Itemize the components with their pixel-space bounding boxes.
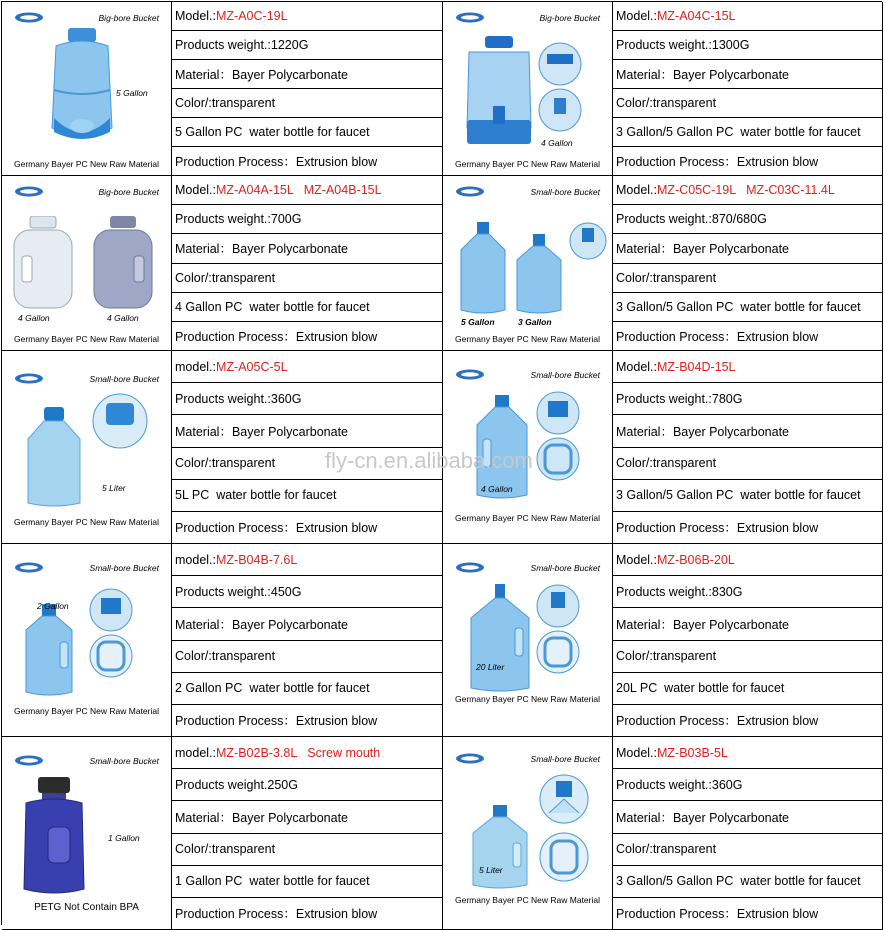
process-row: Production Process：Extrusion blow [175, 714, 378, 729]
brand-logo-icon [14, 755, 44, 766]
color-row: Color/:transparent [172, 834, 442, 866]
detail-image [92, 393, 148, 449]
model-codes: MZ-B03B-5L [657, 745, 728, 760]
bottle-image [457, 222, 509, 314]
material-row: Material：Bayer Polycarbonate [172, 415, 442, 447]
brand-logo-icon [455, 369, 485, 380]
spec-list [613, 544, 883, 737]
model-codes: MZ-B04B-7.6L [216, 552, 298, 567]
description-row: 5 Gallon PC water bottle for faucet [172, 118, 442, 147]
detail-image [537, 42, 583, 134]
weight-row: Products weight.:450G [172, 576, 442, 608]
bottle-image [18, 777, 90, 897]
process-row: Production Process：Extrusion blow [616, 714, 819, 729]
material-row: Material：Bayer Polycarbonate [613, 608, 882, 640]
process-row: Production Process：Extrusion blow [616, 155, 819, 169]
material-row: Material：Bayer Polycarbonate [172, 608, 442, 640]
weight-row: Products weight.:780G [613, 383, 882, 415]
description-row: 3 Gallon/5 Gallon PC water bottle for faucet [613, 866, 882, 898]
color-row: Color/:transparent [172, 264, 442, 293]
model-codes: MZ-C05C-19L MZ-C03C-11.4L [657, 183, 835, 198]
detail-image [88, 588, 134, 680]
capacity-label: 2 Gallon [37, 601, 69, 611]
model-row [172, 544, 442, 576]
spec-list [172, 544, 443, 737]
brand-logo-icon [14, 12, 44, 23]
image-caption: Germany Bayer PC New Raw Material [454, 694, 600, 704]
spec-list [172, 176, 443, 351]
bottle-image [465, 584, 535, 694]
brand-logo-icon [455, 186, 485, 197]
material-row: Material：Bayer Polycarbonate [172, 234, 442, 263]
color-row: Color/:transparent [613, 641, 882, 673]
product-image-cell [443, 544, 613, 737]
color-row: Color/:transparent [613, 834, 882, 866]
detail-image [535, 584, 581, 676]
spec-list [172, 2, 443, 176]
weight-row: Products weight.:700G [172, 205, 442, 234]
bucket-type-label: Small-bore Bucket [89, 563, 159, 573]
brand-logo-icon [14, 562, 44, 573]
model-prefix: Model.: [616, 183, 657, 198]
capacity-label: 5 Gallon [461, 317, 495, 327]
model-prefix: Model.: [616, 745, 657, 760]
model-codes: MZ-B04D-15L [657, 359, 736, 374]
bucket-type-label: Small-bore Bucket [89, 374, 159, 384]
weight-row: Products weight.250G [172, 769, 442, 801]
model-codes: MZ-A04C-15L [657, 9, 736, 23]
process-row: Production Process：Extrusion blow [175, 907, 378, 922]
bottle-image [467, 805, 533, 889]
model-row [613, 544, 882, 576]
model-prefix: model.: [175, 552, 216, 567]
image-caption: Germany Bayer PC New Raw Material [13, 706, 159, 716]
capacity-label: 20 Liter [476, 662, 505, 672]
product-image-cell [2, 351, 172, 544]
model-row [613, 737, 882, 769]
bottle-image [461, 36, 537, 148]
weight-row: Products weight.:360G [613, 769, 882, 801]
brand-logo-icon [14, 186, 44, 197]
model-prefix: Model.: [616, 359, 657, 374]
model-prefix: Model.: [175, 9, 216, 23]
capacity-label: 5 Liter [479, 865, 503, 875]
bucket-type-label: Small-bore Bucket [530, 754, 600, 764]
weight-row: Products weight.:830G [613, 576, 882, 608]
model-row [613, 2, 882, 31]
model-row [172, 737, 442, 769]
image-caption: Germany Bayer PC New Raw Material [13, 159, 159, 169]
description-row: 5L PC water bottle for faucet [172, 480, 442, 512]
description-row: 3 Gallon/5 Gallon PC water bottle for faucet [613, 480, 882, 512]
bucket-type-label: Small-bore Bucket [530, 187, 600, 197]
color-row: Color/:transparent [613, 264, 882, 293]
product-image-cell [2, 544, 172, 737]
material-row: Material：Bayer Polycarbonate [613, 60, 882, 89]
bottle-image [20, 604, 78, 696]
model-row [172, 351, 442, 383]
product-image-cell [2, 176, 172, 351]
weight-row: Products weight.:1220G [172, 31, 442, 60]
model-codes: MZ-A05C-5L [216, 359, 288, 374]
description-row: 3 Gallon/5 Gallon PC water bottle for faucet [613, 118, 882, 147]
model-codes: MZ-A0C-19L [216, 9, 288, 23]
model-row [172, 2, 442, 31]
material-row: Material：Bayer Polycarbonate [613, 415, 882, 447]
color-row: Color/:transparent [613, 89, 882, 118]
color-row: Color/:transparent [172, 448, 442, 480]
description-row: 3 Gallon/5 Gallon PC water bottle for faucet [613, 293, 882, 322]
model-row [172, 176, 442, 205]
model-prefix: model.: [175, 745, 216, 760]
bucket-type-label: Big-bore Bucket [98, 187, 159, 197]
bottle-image [513, 234, 565, 314]
bucket-type-label: Big-bore Bucket [539, 13, 600, 23]
detail-image [569, 222, 607, 260]
description-row: 2 Gallon PC water bottle for faucet [172, 673, 442, 705]
image-caption: Germany Bayer PC New Raw Material [454, 334, 600, 344]
spec-list [613, 737, 883, 930]
model-codes: MZ-A04A-15L MZ-A04B-15L [216, 183, 382, 198]
brand-logo-icon [14, 373, 44, 384]
color-row: Color/:transparent [172, 641, 442, 673]
detail-image [535, 391, 581, 483]
process-row: Production Process：Extrusion blow [616, 329, 819, 344]
model-prefix: Model.: [175, 183, 216, 198]
image-caption: Germany Bayer PC New Raw Material [454, 159, 600, 169]
model-extra: Screw mouth [307, 745, 381, 760]
model-codes: MZ-B02B-3.8L [216, 745, 298, 760]
model-codes: MZ-B06B-20L [657, 552, 735, 567]
capacity-label: 4 Gallon [481, 484, 513, 494]
description-row: 4 Gallon PC water bottle for faucet [172, 293, 442, 322]
process-row: Production Process：Extrusion blow [616, 521, 819, 536]
brand-logo-icon [455, 12, 485, 23]
color-row: Color/:transparent [172, 89, 442, 118]
capacity-label: 4 Gallon [541, 138, 573, 148]
image-caption: Germany Bayer PC New Raw Material [13, 517, 159, 527]
weight-row: Products weight.:360G [172, 383, 442, 415]
product-image-cell [443, 176, 613, 351]
weight-row: Products weight.:870/680G [613, 205, 882, 234]
bucket-type-label: Big-bore Bucket [98, 13, 159, 23]
product-image-cell [443, 2, 613, 176]
capacity-label: 1 Gallon [108, 833, 140, 843]
color-row: Color/:transparent [613, 448, 882, 480]
bottle-image [10, 216, 76, 310]
product-image-cell [2, 737, 172, 930]
process-row: Production Process：Extrusion blow [175, 155, 378, 169]
bucket-type-label: Small-bore Bucket [530, 370, 600, 380]
material-row: Material：Bayer Polycarbonate [613, 234, 882, 263]
detail-image [539, 773, 589, 885]
model-row [613, 351, 882, 383]
brand-logo-icon [455, 562, 485, 573]
model-prefix: model.: [175, 359, 216, 374]
description-row: 1 Gallon PC water bottle for faucet [172, 866, 442, 898]
model-row [613, 176, 882, 205]
product-spec-table [1, 1, 882, 925]
weight-row: Products weight.:1300G [613, 31, 882, 60]
bottle-image [42, 28, 122, 148]
spec-list [172, 351, 443, 544]
image-caption: Germany Bayer PC New Raw Material [454, 895, 600, 905]
capacity-label: 3 Gallon [518, 317, 552, 327]
image-caption: Germany Bayer PC New Raw Material [13, 334, 159, 344]
image-caption: Germany Bayer PC New Raw Material [454, 513, 600, 523]
model-prefix: Model.: [616, 552, 657, 567]
process-row: Production Process：Extrusion blow [616, 907, 819, 922]
description-row: 20L PC water bottle for faucet [613, 673, 882, 705]
watermark: fly-cn.en.alibaba.com [325, 448, 533, 473]
bucket-type-label: Small-bore Bucket [530, 563, 600, 573]
process-row: Production Process：Extrusion blow [175, 329, 378, 344]
bucket-type-label: Small-bore Bucket [89, 756, 159, 766]
spec-list [613, 351, 883, 544]
product-image-cell [2, 2, 172, 176]
bottle-image [24, 407, 84, 507]
image-caption: PETG Not Contain BPA [34, 902, 139, 913]
spec-list [172, 737, 443, 930]
spec-list [613, 176, 883, 351]
process-row: Production Process：Extrusion blow [175, 521, 378, 536]
material-row: Material：Bayer Polycarbonate [613, 801, 882, 833]
product-image-cell [443, 351, 613, 544]
bottle-image [90, 216, 156, 310]
spec-list [613, 2, 883, 176]
brand-logo-icon [455, 753, 485, 764]
product-image-cell [443, 737, 613, 930]
model-prefix: Model.: [616, 9, 657, 23]
material-row: Material：Bayer Polycarbonate [172, 60, 442, 89]
capacity-label: 4 Gallon [107, 313, 139, 323]
capacity-label: 5 Gallon [116, 88, 148, 98]
material-row: Material：Bayer Polycarbonate [172, 801, 442, 833]
capacity-label: 5 Liter [102, 483, 126, 493]
capacity-label: 4 Gallon [18, 313, 50, 323]
